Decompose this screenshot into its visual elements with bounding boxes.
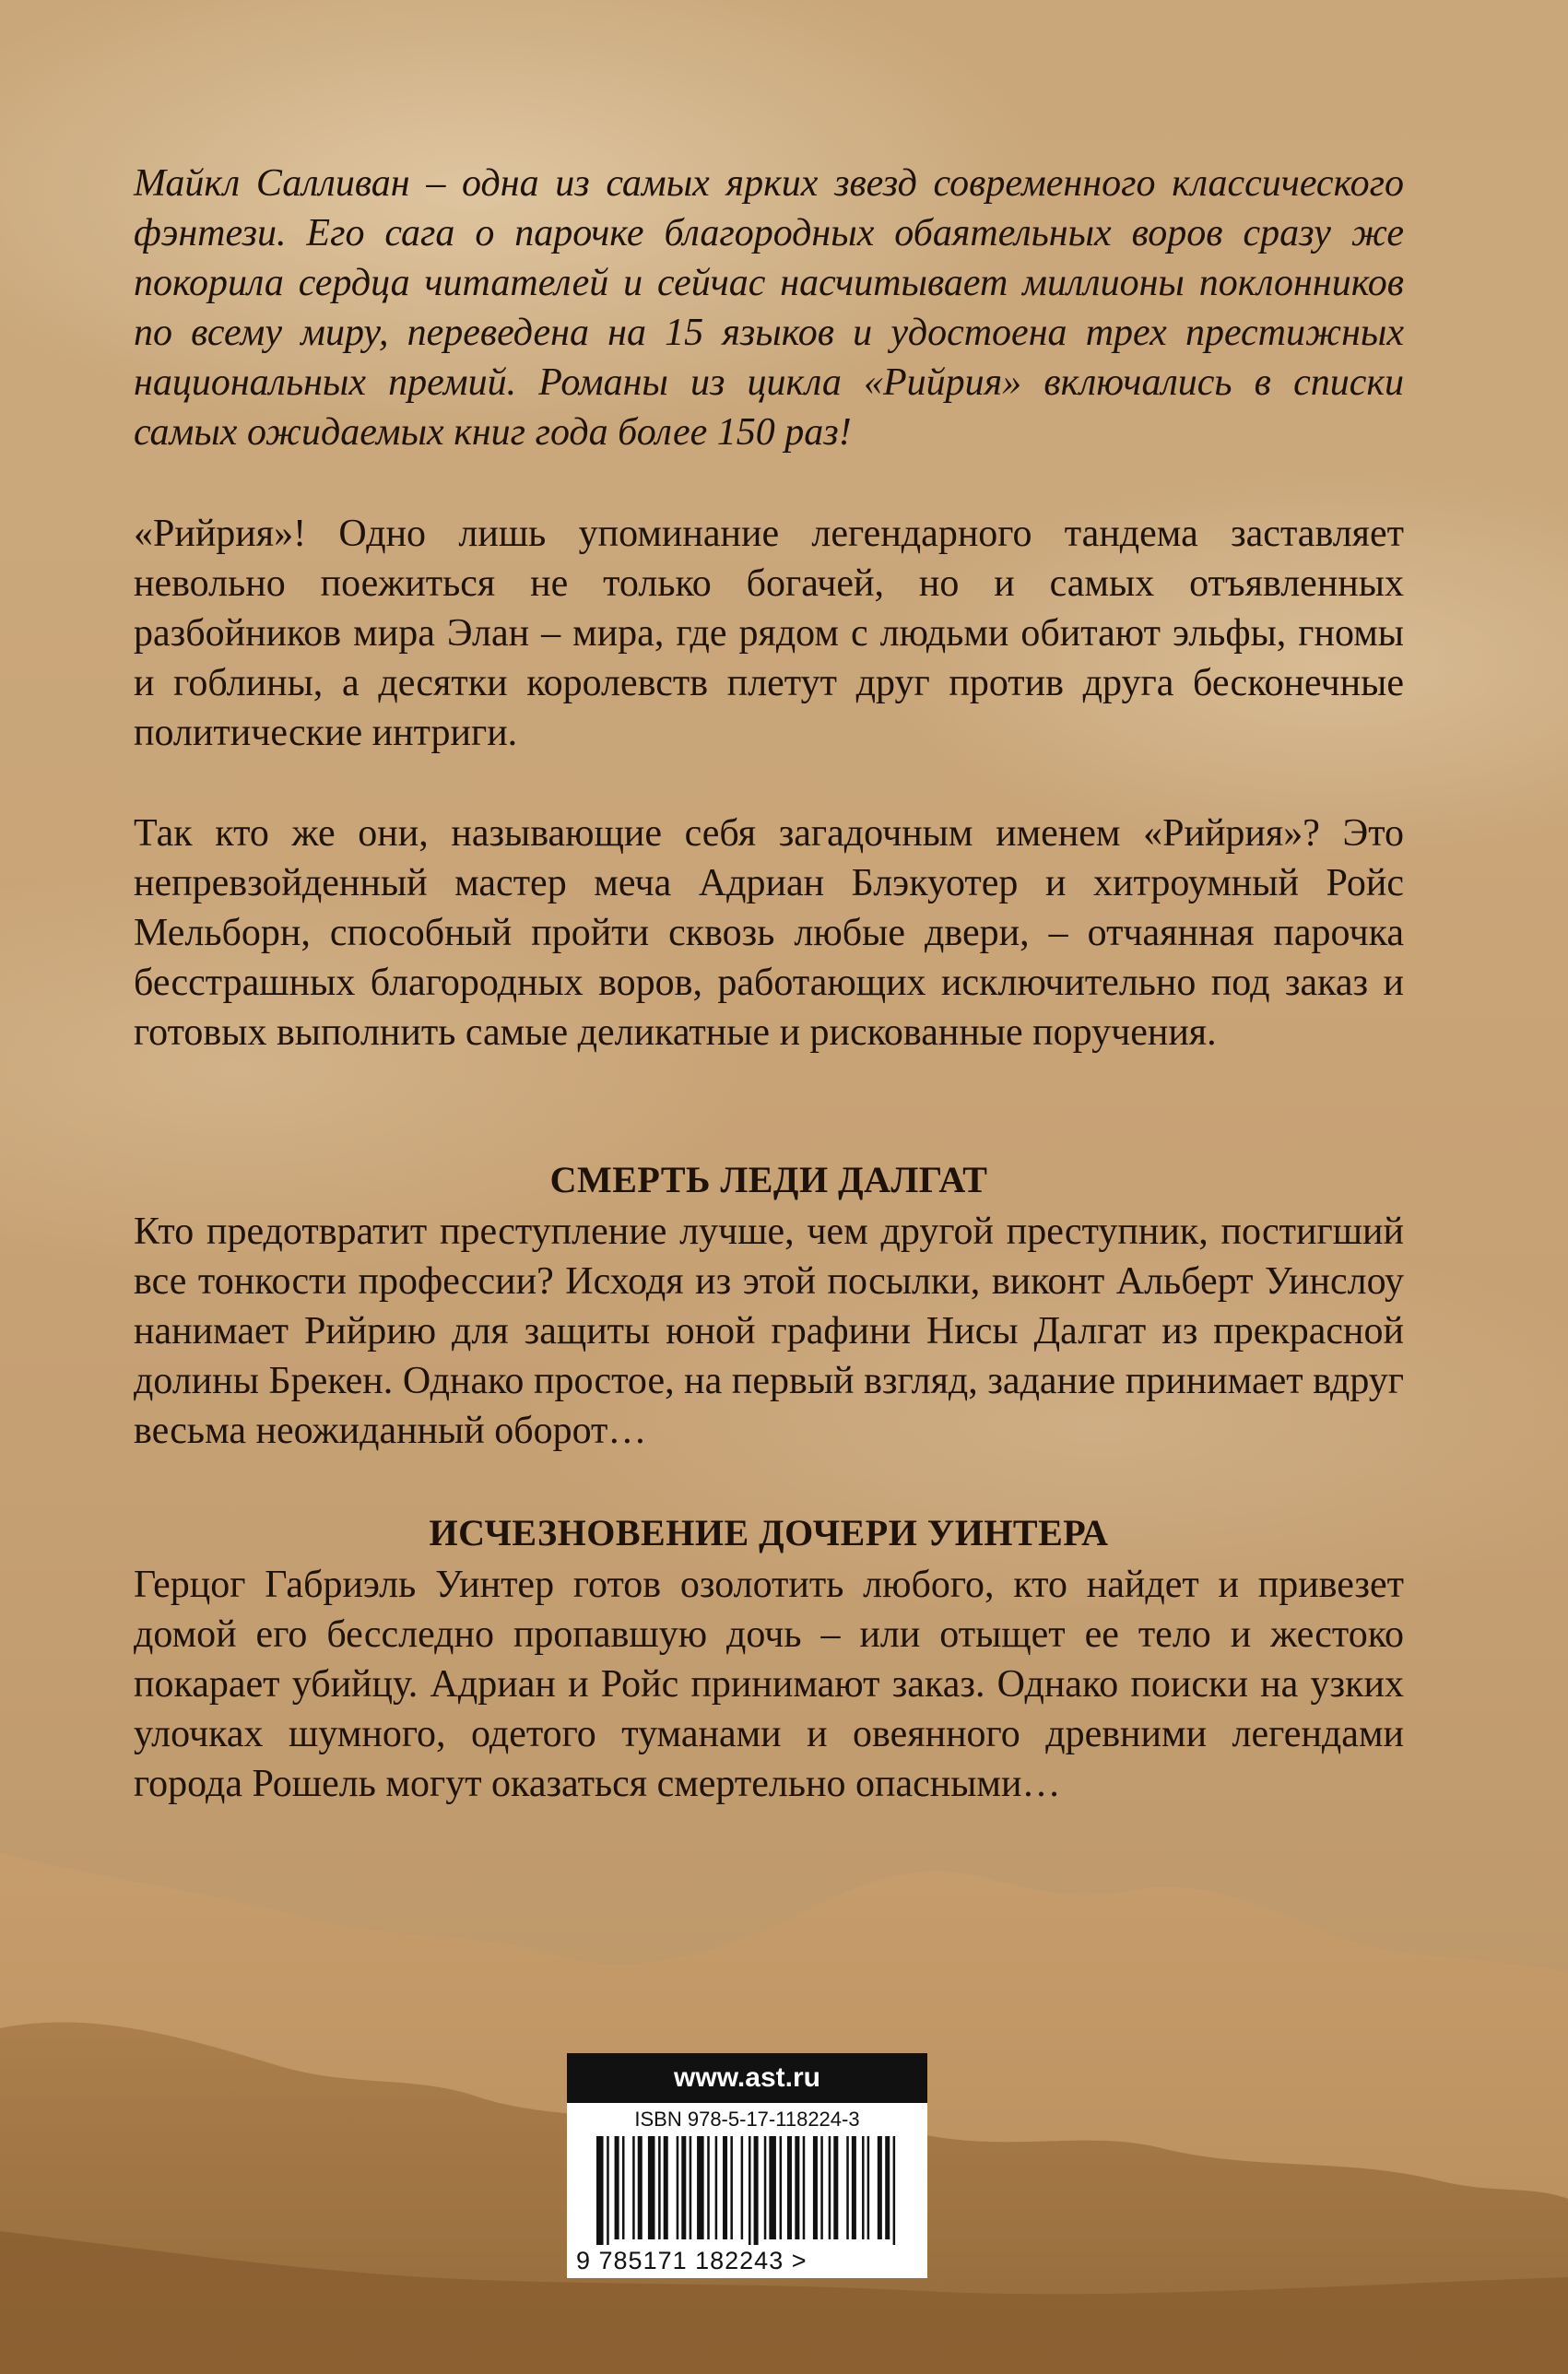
barcode-bar <box>658 2136 661 2239</box>
barcode-bar <box>615 2136 619 2239</box>
barcode-bar <box>690 2136 692 2239</box>
barcode-bar <box>820 2136 823 2239</box>
barcode-bar <box>741 2136 744 2239</box>
barcode-image <box>596 2136 901 2245</box>
story-description: Герцог Габриэль Уинтер готов озолотить любого, кто найдет и привезет домой его бесследно пропавшую дочь – или отыщет ее тело и жестоко покарает убийцу. Адриан и Ройс принимают заказ. Однако поиски на узких улочках шумного, одетого туманами и овеянного древними легендами города Рошель могут оказаться смертельно опасными… <box>134 1564 1404 1805</box>
barcode-bar <box>867 2136 870 2239</box>
barcode-bar <box>648 2136 655 2239</box>
barcode-bar <box>697 2136 704 2239</box>
publisher-url: www.ast.ru <box>567 2053 927 2103</box>
barcode-bar <box>893 2136 896 2245</box>
barcode-bar <box>664 2136 668 2239</box>
barcode-bar <box>607 2136 609 2245</box>
barcode-bar <box>723 2136 727 2239</box>
barcode-bar <box>707 2136 710 2239</box>
barcode-bar <box>632 2136 635 2239</box>
intro-paragraph: Майкл Салливан – одна из самых ярких звезд современного классического фэнтези. Его сага о парочке благородных обаятельных воров сразу же покорила сердца читателей и сейчас насчитывает миллионы поклонников по всему миру, переведена на 15 языков и удостоена трех престижных национальных премий. Романы из цикла «Рийрия» включались в списки самых ожидаемых книг года более 150 раз! <box>134 162 1404 454</box>
barcode-bar <box>596 2136 604 2245</box>
barcode-digits: 9 785171 182243 > <box>576 2247 808 2274</box>
story-title: ИСЧЕЗНОВЕНИЕ ДОЧЕРИ УИНТЕРА <box>429 1512 1109 1553</box>
barcode-bar <box>730 2136 733 2239</box>
barcode-bar <box>764 2136 767 2239</box>
barcode-bar <box>885 2136 890 2239</box>
barcode-bar <box>852 2136 856 2239</box>
description-paragraph: Так кто же они, называющие себя загадочным именем «Рийрия»? Это непревзойденный мастер меча Адриан Блэкуотер и хитроумный Ройс Мельборн, способный пройти сквозь любые двери, – отчаянная парочка бесстрашных благородных воров, работающих исключительно под заказ и готовых выполнить самые деликатные и рискованные поручения. <box>134 812 1404 1054</box>
barcode-bar <box>754 2136 759 2245</box>
barcode-bar <box>833 2136 838 2239</box>
barcode-bar <box>846 2136 849 2239</box>
barcode-panel <box>567 2053 927 2278</box>
barcode-bar <box>677 2136 679 2239</box>
barcode-bar <box>803 2136 806 2239</box>
barcode-bar <box>622 2136 625 2239</box>
isbn-number: ISBN 978-5-17-118224-3 <box>634 2108 860 2131</box>
barcode-bar <box>780 2136 783 2239</box>
barcode-bar <box>787 2136 792 2239</box>
barcode-bar <box>795 2136 799 2239</box>
story-description: Кто предотвратит преступление лучше, чем другой преступник, постигший все тонкости профессии? Исходя из этой посылки, виконт Альберт Уинслоу нанимает Рийрию для защиты юной графини Нисы Далгат из прекрасной долины Брекен. Однако простое, на первый взгляд, задание принимает вдруг весьма неожиданный оборот… <box>134 1211 1404 1452</box>
barcode-bar <box>813 2136 818 2239</box>
story-title: СМЕРТЬ ЛЕДИ ДАЛГАТ <box>549 1159 988 1200</box>
barcode-bar <box>749 2136 751 2245</box>
barcode-bar <box>715 2136 718 2239</box>
barcode-bar <box>681 2136 686 2239</box>
barcode-bar <box>638 2136 643 2239</box>
barcode-bar <box>769 2136 776 2239</box>
description-paragraph: «Рийрия»! Одно лишь упоминание легендарного тандема заставляет невольно поежиться не только богачей, но и самых отъявленных разбойников мира Элан – мира, где рядом с людьми обитают эльфы, гномы и гоблины, а десятки королевств плетут друг против друга бесконечные политические интриги. <box>134 513 1404 754</box>
barcode-bar <box>862 2136 865 2239</box>
barcode-bar <box>878 2136 882 2239</box>
barcode-bar <box>829 2136 831 2239</box>
